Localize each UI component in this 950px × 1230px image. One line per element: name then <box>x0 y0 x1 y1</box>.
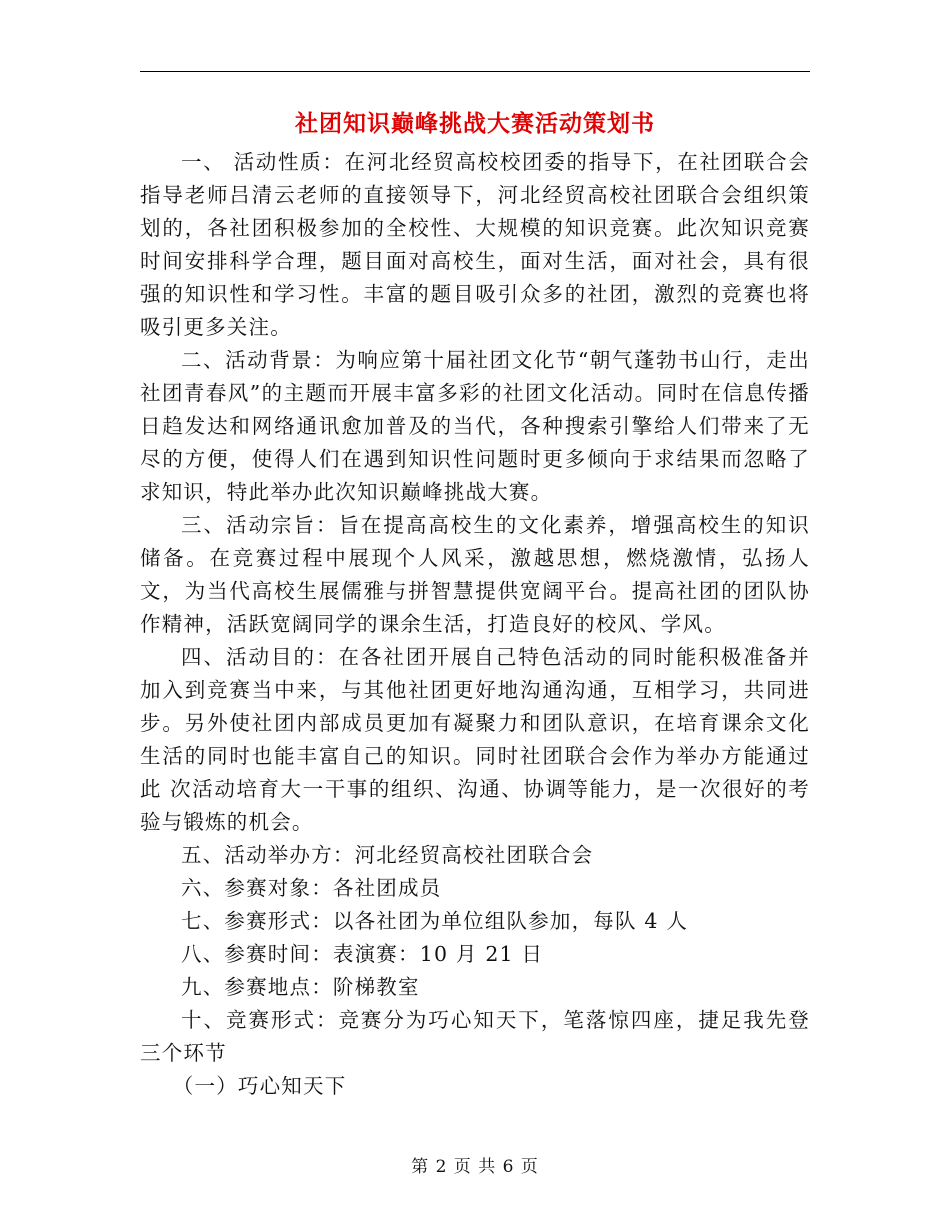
paragraph-goal: 四、活动目的：在各社团开展自己特色活动的同时能积极准备并加入到竞赛当中来，与其他社团更好地沟通沟通，互相学习，共同进步。另外使社团内部成员更加有凝聚力和团队意识，在培育课余文化生活的同时也能丰富自己的知识。同时社团联合会作为举办方能通过此 次活动培育大一干事的组织、沟通、协调等能力，是一次很好的考验与锻炼的机会。 <box>140 645 810 834</box>
paragraph-format: 七、参赛形式：以各社团为单位组队参加，每队 4 人 <box>181 909 689 933</box>
paragraph-location: 九、参赛地点：阶梯教室 <box>181 975 420 999</box>
paragraph-background: 二、活动背景：为响应第十届社团文化节“朝气蓬勃书山行，走出社团青春风”的主题而开展丰富多彩的社团文化活动。同时在信息传播日趋发达和网络通讯愈加普及的当代，各种搜索引擎给人们带来了无尽的方便，使得人们在遇到知识性问题时更多倾向于求结果而忽略了求知识，特此举办此次知识巅峰挑战大赛。 <box>140 348 810 504</box>
paragraph-participants: 六、参赛对象：各社团成员 <box>181 876 442 900</box>
subheading-round-one: （一）巧心知天下 <box>172 1074 347 1098</box>
document-title: 社团知识巅峰挑战大赛活动策划书 <box>295 110 655 137</box>
paragraph-purpose: 三、活动宗旨：旨在提高高校生的文化素养，增强高校生的知识储备。在竞赛过程中展现个人风采，激越思想，燃烧激情，弘扬人文，为当代高校生展儒雅与拼智慧提供宽阔平台。提高社团的团队协作精神，活跃宽阔同学的课余生活，打造良好的校风、学风。 <box>140 513 810 636</box>
page-number: 第 2 页 共 6 页 <box>411 1157 539 1177</box>
document-body <box>140 146 810 1103</box>
paragraph-competition-format: 十、竞赛形式：竞赛分为巧心知天下，笔落惊四座，捷足我先登三个环节 <box>140 1008 810 1065</box>
paragraph-nature: 一、 活动性质：在河北经贸高校校团委的指导下，在社团联合会指导老师吕清云老师的直接领导下，河北经贸高校社团联合会组织策划的，各社团积极参加的全校性、大规模的知识竞赛。此次知识竞赛时间安排科学合理，题目面对高校生，面对生活，面对社会，具有很强的知识性和学习性。丰富的题目吸引众多的社团，激烈的竞赛也将吸引更多关注。 <box>140 150 810 339</box>
header-rule <box>140 71 810 72</box>
paragraph-time: 八、参赛时间：表演赛：10 月 21 日 <box>181 942 544 966</box>
paragraph-organizer: 五、活动举办方：河北经贸高校社团联合会 <box>181 843 594 867</box>
